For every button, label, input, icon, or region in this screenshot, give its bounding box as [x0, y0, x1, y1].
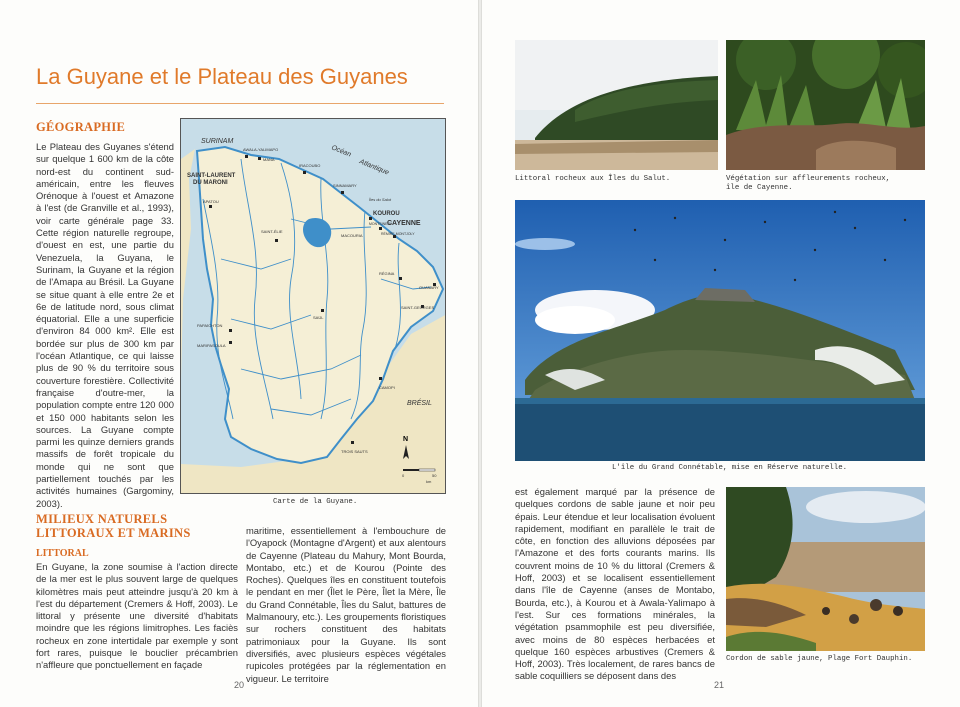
bresil-label: BRÉSIL: [407, 400, 432, 407]
caption-grand-connetable: L'île du Grand Connétable, mise en Réserve naturelle.: [612, 464, 848, 472]
caption-iles-du-salut: Littoral rocheux aux Îles du Salut.: [515, 175, 671, 183]
town-cayenne: CAYENNE: [387, 220, 421, 227]
svg-text:50: 50: [432, 473, 437, 478]
town-camopi: CAMOPI: [379, 385, 395, 390]
caption-cayenne-rocks-1: Végétation sur affleurements rocheux,: [726, 175, 891, 183]
page-number-right: 21: [714, 680, 725, 690]
town-papaichton: PAPAÏCHTON: [197, 323, 223, 328]
town-saint-laurent: SAINT-LAURENT: [187, 173, 236, 179]
surinam-label: SURINAM: [201, 138, 234, 145]
caption-plage-fort-dauphin: Cordon de sable jaune, Plage Fort Dauphin.: [726, 655, 913, 663]
town-trois-sauts: TROIS SAUTS: [341, 449, 368, 454]
title-rule: [36, 103, 444, 104]
town-du-maroni: DU MARONI: [193, 180, 228, 186]
town-kourou: KOUROU: [373, 211, 400, 217]
town-iracoubo: IRACOUBO: [299, 163, 321, 168]
town-sinnamary: SINNAMARY: [333, 183, 357, 188]
subheading-littoral: LITTORAL: [36, 548, 89, 559]
section-heading-milieux-1: MILIEUX NATURELS: [36, 512, 168, 526]
svg-text:0: 0: [402, 473, 405, 478]
photo-grand-connetable: [515, 200, 925, 461]
town-macouria: MACOURIA: [341, 233, 363, 238]
section-heading-geographie: GÉOGRAPHIE: [36, 120, 126, 134]
town-montsinery: MONTSINERY: [369, 222, 393, 226]
caption-cayenne-rocks-2: île de Cayenne.: [726, 184, 793, 192]
town-saint-georges: SAINT-GEORGES: [401, 305, 435, 310]
littoral-text-col2: maritime, essentiellement à l'embouchure de l'Oyapock (Montagne d'Argent) et aux alentours de Cayenne (Plateau du Mahury, Mont Bourda, Montabo, etc.) et de Kourou (Pointe des Roches). Quelques îles en constituent toutefois le pendant en mer (Îlet le Père, Îlet la Mère, Île du Grand Connétable, Îles du Salut, battures de Malmanoury, etc.). Les groupements floristiques sur rochers constituent des habitats patrimoniaux pour la Guyane. Ils sont diversifiés, avec plusieurs espèces végétales rupicoles protégées par la réglementation en vigueur. Le territoire: [246, 525, 446, 684]
geographie-text: Le Plateau des Guyanes s'étend sur quelque 1 600 km de la côte nord-est du continent sud-américain, entre les fleuves Orénoque à l'ouest et Amazone à l'est (de Granville et al., 1993), voir carte générale page 33. Cette région naturelle regroupe, d'ouest en est, une partie du Venezuela, la Guyana, le Surinam, la Guyane et la région de l'Amapa au Brésil. La Guyane se situe quant à elle entre 2e et 6e de latitude nord, sous climat équatorial. Elle a une superficie d'environ 84 000 km². Elle est bordée sur plus de 300 km par l'océan Atlantique, ce qui laisse plus de 90 % du territoire sous couverture forestière. Collectivité française d'outre-mer, la population compte entre 120 000 et 150 000 habitants selon les sources. La Guyane compte parmi les quinze derniers grands massifs de forêt tropicale du monde qui ne sont que partiellement touchés par les activités humaines (Gargominy, 2003).: [36, 141, 174, 509]
town-awala: AWALA-YALIMAPO: [243, 147, 279, 152]
town-maripasoula: MARIPASOULA: [197, 343, 226, 348]
town-apatou: APATOU: [203, 199, 219, 204]
town-iles-salut: Îles du Salut: [369, 197, 392, 202]
svg-text:N: N: [403, 436, 409, 443]
town-saul: SAÜL: [313, 315, 324, 320]
right-page: [482, 0, 960, 707]
left-page: [0, 0, 478, 707]
littoral-text-col1: En Guyane, la zone soumise à l'action directe de la mer est le plus souvent large de quelques kilomètres mais peut atteindre jusqu'à 20 km à l'est du département (Cremers & Hoff, 2003). Le littoral y présente une diversité d'habitats moindre que les régions limitrophes. Les faciès rocheux en zone intertidale par exemple y sont fort rares, puisque le bouclier précambrien n'affleure que ponctuellement en façade: [36, 561, 238, 671]
ocean-label-2: Atlantique: [358, 158, 390, 177]
page-number-left: 20: [234, 680, 245, 690]
town-ouanary: OUANARY: [419, 285, 439, 290]
map-guyane: [180, 118, 446, 494]
photo-plage-fort-dauphin: [726, 487, 925, 651]
town-saint-elie: SAINT-ÉLIE: [261, 229, 283, 234]
ocean-label-1: Océan: [330, 144, 352, 159]
photo-iles-du-salut: [515, 40, 718, 170]
map-svg: [181, 119, 446, 494]
map-caption: Carte de la Guyane.: [273, 498, 358, 506]
right-body-text: est également marqué par la présence de quelques cordons de sable jaune et noir peu épais. Leur étendue et leur localisation évoluent rapidement, modifiant en parallèle le trait de côte, en fonction des alluvions déposées par l'Amazone et des forts courants marins. Ils couvrent moins de 10 % du littoral (Cremers & Hoff, 2003) et se localisent essentiellement dans l'île de Cayenne (anses de Montabo, Bourda, etc.), à Kourou et à Awala-Yalimapo à l'est. Sur ces formations minérales, la végétation psammophile est peu diversifiée, avec moins de 80 espèces herbacées et quelque 160 espèces arbustives (Cremers & Hoff, 2003). Très localement, de rares bancs de sable coquilliers se déposent dans des: [515, 486, 715, 682]
town-regina: RÉGINA: [379, 271, 395, 276]
photo-cayenne-rocks: [726, 40, 925, 170]
section-heading-milieux-2: LITTORAUX ET MARINS: [36, 526, 191, 540]
page-title: La Guyane et le Plateau des Guyanes: [36, 64, 408, 89]
town-remire: RÉMIRE-MONTJOLY: [381, 232, 415, 236]
town-mana: MANA: [263, 157, 275, 162]
svg-text:km: km: [426, 479, 432, 484]
